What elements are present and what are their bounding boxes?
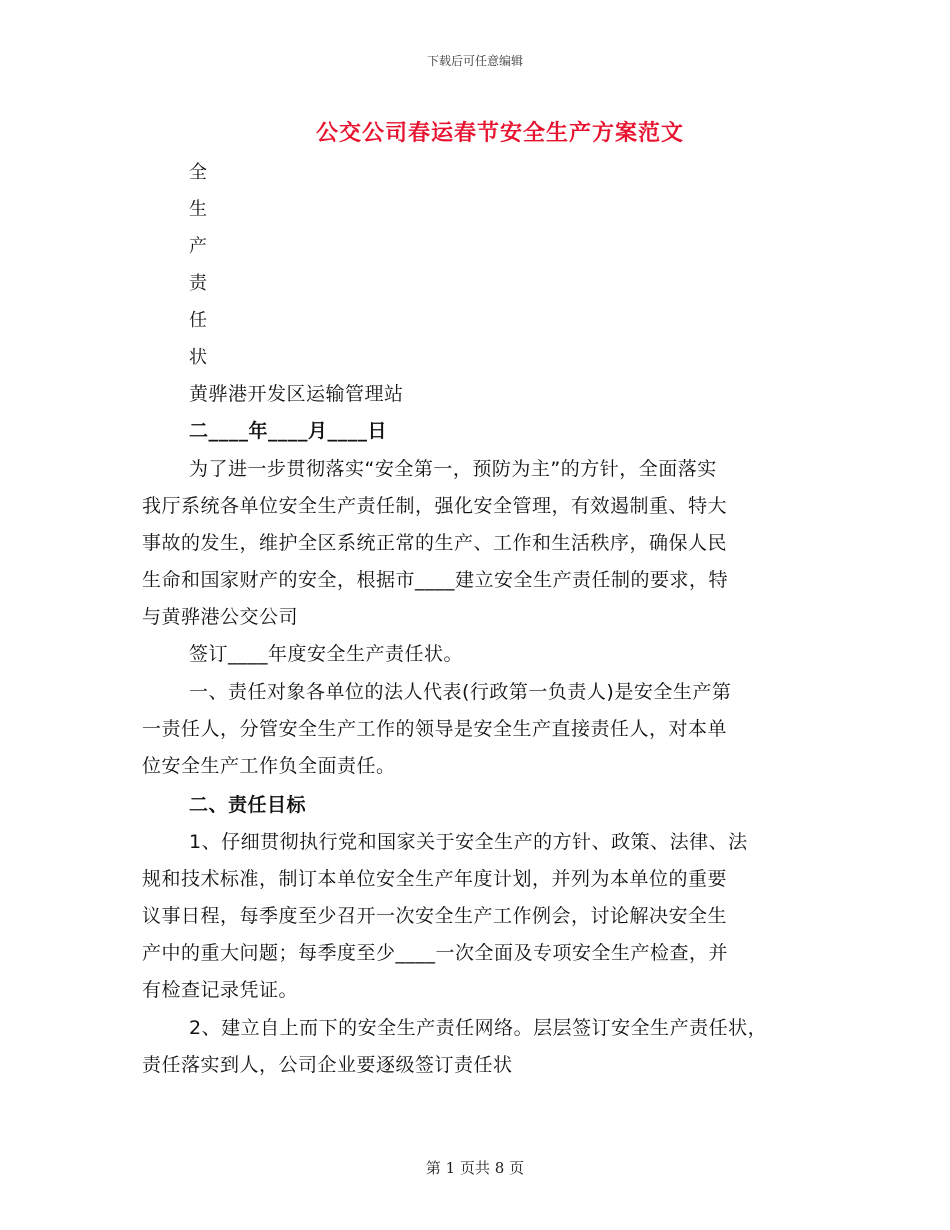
section1-line: 位安全生产工作负全面责任。 [142, 755, 396, 777]
item2-line: 2、建立自上而下的安全生产责任网络。层层签订安全生产责任状， [189, 1017, 768, 1039]
intro-line: 生命和国家财产的安全，根据市____建立安全生产责任制的要求，特 [142, 569, 729, 591]
document-title: 公交公司春运春节安全生产方案范文 [315, 121, 684, 146]
item2-line: 责任落实到人，公司企业要逐级签订责任状 [142, 1054, 513, 1076]
intro-line: 我厅系统各单位安全生产责任制，强化安全管理，有效遏制重、特大 [142, 495, 728, 517]
section1-line: 一、责任对象各单位的法人代表(行政第一负责人)是安全生产第 [189, 681, 732, 703]
item1-line: 产中的重大问题；每季度至少____一次全面及专项安全生产检查，并 [142, 942, 729, 964]
vertical-char: 责 [189, 273, 207, 294]
vertical-char: 全 [189, 162, 207, 183]
item1-line: 有检查记录凭证。 [142, 979, 299, 1001]
vertical-char: 生 [189, 199, 207, 220]
item1-line: 1、仔细贯彻执行党和国家关于安全生产的方针、政策、法律、法 [189, 831, 748, 853]
intro-line: 签订____年度安全生产责任状。 [189, 643, 464, 665]
intro-line: 为了进一步贯彻落实“安全第一，预防为主”的方针，全面落实 [189, 458, 717, 480]
intro-line: 与黄骅港公交公司 [142, 606, 299, 628]
item1-line: 议事日程，每季度至少召开一次安全生产工作例会，讨论解决安全生 [142, 905, 728, 927]
vertical-char: 状 [189, 347, 207, 368]
vertical-char: 任 [189, 310, 207, 331]
intro-line: 事故的发生，维护全区系统正常的生产、工作和生活秩序，确保人民 [142, 532, 728, 554]
date-line: 二____年____月____日 [189, 420, 388, 442]
header-note: 下载后可任意编辑 [426, 54, 523, 68]
section1-line: 一责任人，分管安全生产工作的领导是安全生产直接责任人，对本单 [142, 718, 728, 740]
item1-line: 规和技术标准，制订本单位安全生产年度计划，并列为本单位的重要 [142, 868, 728, 890]
vertical-char: 产 [189, 236, 207, 257]
section2-heading: 二、责任目标 [189, 794, 307, 816]
page-footer: 第 1 页共 8 页 [425, 1159, 525, 1177]
organization-name: 黄骅港开发区运输管理站 [189, 383, 404, 405]
